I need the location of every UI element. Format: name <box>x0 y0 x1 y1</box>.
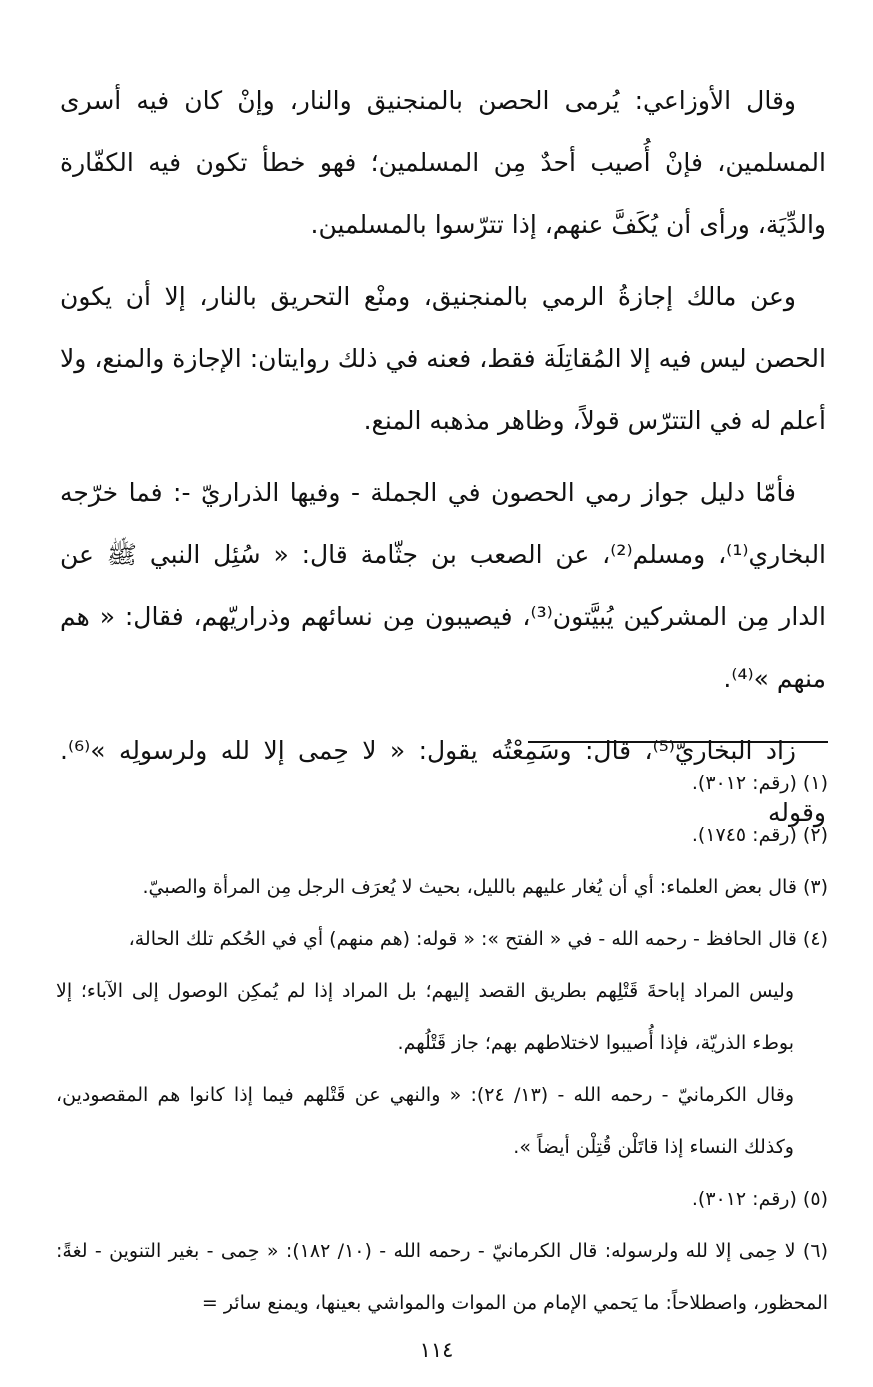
body-paragraph-2: وعن مالك إجازةُ الرمي بالمنجنيق، ومنْع التحريق بالنار، إلا أن يكون الحصن ليس فيه إلا المُقاتِلَة فقط، فعنه في ذلك روايتان: الإجازة والمنع، ولا أعلم له في التترّس قولاً، وظاهر مذهبه المنع. <box>60 282 826 435</box>
body-paragraph-1: وقال الأوزاعي: يُرمى الحصن بالمنجنيق والنار، وإنْ كان فيه أسرى المسلمين، فإنْ أُصيب أحدٌ مِن المسلمين؛ فهو خطأ تكون فيه الكفّارة والدِّيَة، ورأى أن يُكَفَّ عنهم، إذا تترّسوا بالمسلمين. <box>60 86 826 239</box>
footnote-4-continuation: وليس المراد إباحةَ قَتْلِهم بطريق القصد إليهم؛ بل المراد إذا لم يُمكِن الوصول إلى الآباء؛ إلا بوطء الذريّة، فإذا أُصيبوا لاختلاطهم بهم؛ جاز قَتْلُهم. <box>56 980 794 1054</box>
footnotes <box>56 757 828 1329</box>
footnote-5: (٥) (رقم: ٣٠١٢). <box>691 1188 828 1210</box>
body-paragraph-4: زاد البخاريّ⁽⁵⁾، قال: وسَمِعْتُه يقول: « لا حِمى إلا لله ولرسولِه »⁽⁶⁾. وقوله <box>60 736 826 827</box>
page-number: ١١٤ <box>419 1338 454 1362</box>
footnote-4: (٤) قال الحافظ - رحمه الله - في « الفتح »: « قوله: (هم منهم) أي في الحُكم تلك الحالة، <box>128 928 828 950</box>
footnote-1: (١) (رقم: ٣٠١٢). <box>691 772 828 794</box>
footnote-2: (٢) (رقم: ١٧٤٥). <box>691 824 828 846</box>
footnote-6: (٦) لا حِمى إلا لله ولرسوله: قال الكرمانيّ - رحمه الله - (١٠/ ١٨٢): « حِمى - بغير التنوين - لغةً: المحظور، واصطلاحاً: ما يَحمي الإمام من الموات والمواشي بعينها، ويمنع سائر = <box>56 1240 828 1314</box>
footnote-separator <box>528 741 828 743</box>
footnote-3: (٣) قال بعض العلماء: أي أن يُغار عليهم بالليل، بحيث لا يُعرَف الرجل مِن المرأة والصبيّ. <box>142 876 828 898</box>
footnote-4-quote-kirmani: وقال الكرمانيّ - رحمه الله - (١٣/ ٢٤): « والنهي عن قَتْلهم فيما إذا كانوا هم المقصودين، وكذلك النساء إذا قاتَلْن قُتِلْن أيضاً ». <box>56 1084 794 1158</box>
body-paragraph-3: فأمّا دليل جواز رمي الحصون في الجملة - وفيها الذراريّ -: فما خرّجه البخاري⁽¹⁾، ومسلم⁽²⁾، عن الصعب بن جثّامة قال: « سُئِل النبي ﷺ عن الدار مِن المشركين يُبيَّتون⁽³⁾، فيصيبون مِن نسائهم وذراريّهم، فقال: « هم منهم »⁽⁴⁾. <box>60 478 827 693</box>
main-text <box>60 70 826 854</box>
